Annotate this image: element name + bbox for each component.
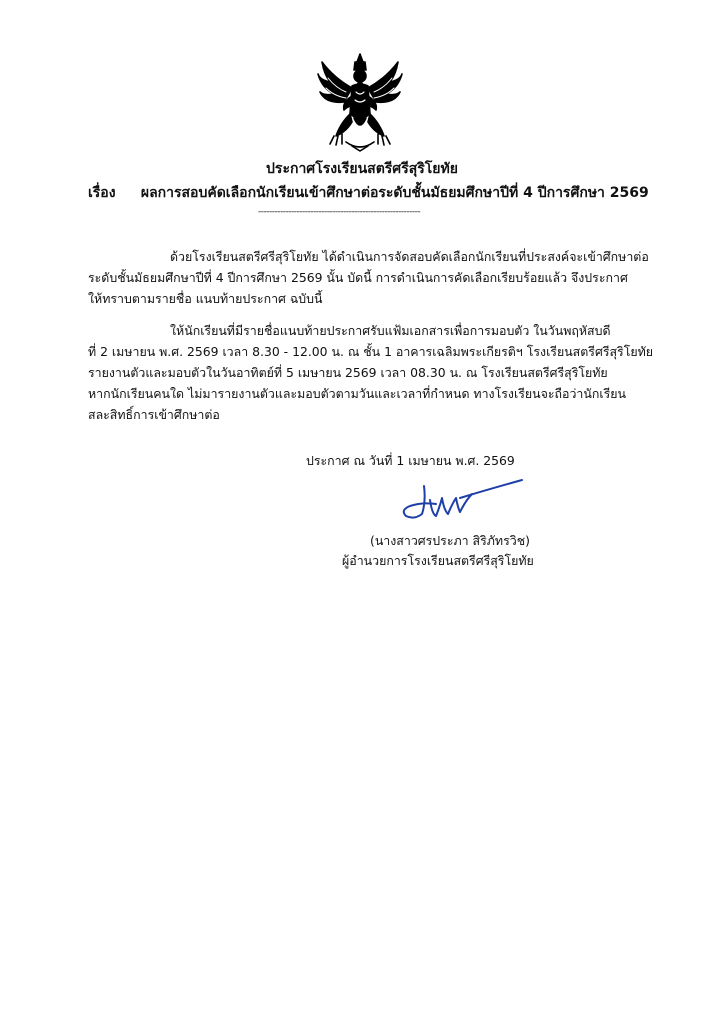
paragraph-line: ด้วยโรงเรียนสตรีศรีสุริโยทัย ได้ดำเนินการจัดสอบคัดเลือกนักเรียนที่ประสงค์จะเข้าศึกษาต่อ xyxy=(170,249,649,264)
signer-name: (นางสาวศรประภา สิริภัทรวิช) xyxy=(370,533,530,548)
paragraph-line: ระดับชั้นมัธยมศึกษาปีที่ 4 ปีการศึกษา 2569 นั้น บัดนี้ การดำเนินการคัดเลือกเรียบร้อยแล้ว จึงประกาศ xyxy=(88,270,628,285)
paragraph-line: หากนักเรียนคนใด ไม่มารายงานตัวและมอบตัวตามวันและเวลาที่กำหนด ทางโรงเรียนจะถือว่านักเรียน xyxy=(88,386,626,401)
announcement-subject xyxy=(88,184,648,202)
signature-icon xyxy=(396,476,526,526)
paragraph-line: ให้นักเรียนที่มีรายชื่อแนบท้ายประกาศรับแฟ้มเอกสารเพื่อการมอบตัว ในวันพฤหัสบดี xyxy=(170,323,611,338)
header-divider: ----------------------------------------------------------- xyxy=(258,207,421,217)
paragraph-line: ให้ทราบตามรายชื่อ แนบท้ายประกาศ ฉบับนี้ xyxy=(88,291,323,306)
paragraph-line: ที่ 2 เมษายน พ.ศ. 2569 เวลา 8.30 - 12.00 น. ณ ชั้น 1 อาคารเฉลิมพระเกียรติฯ โรงเรียนสตรีศรีสุริโยทัย xyxy=(88,344,654,359)
paragraph-line: รายงานตัวและมอบตัวในวันอาทิตย์ที่ 5 เมษายน 2569 เวลา 08.30 น. ณ โรงเรียนสตรีศรีสุริโยทัย xyxy=(88,365,608,380)
announcement-date: ประกาศ ณ วันที่ 1 เมษายน พ.ศ. 2569 xyxy=(306,453,515,468)
announcement-title: ประกาศโรงเรียนสตรีศรีสุริโยทัย xyxy=(266,161,458,177)
signer-title: ผู้อำนวยการโรงเรียนสตรีศรีสุริโยทัย xyxy=(342,553,534,568)
garuda-emblem-icon xyxy=(316,52,404,152)
paragraph-2 xyxy=(88,320,654,425)
paragraph-line: สละสิทธิ์การเข้าศึกษาต่อ xyxy=(88,407,220,422)
subject-text: ผลการสอบคัดเลือกนักเรียนเข้าศึกษาต่อระดับชั้นมัธยมศึกษาปีที่ 4 ปีการศึกษา 2569 xyxy=(140,185,649,201)
subject-label: เรื่อง xyxy=(88,185,116,201)
paragraph-1 xyxy=(88,246,649,309)
